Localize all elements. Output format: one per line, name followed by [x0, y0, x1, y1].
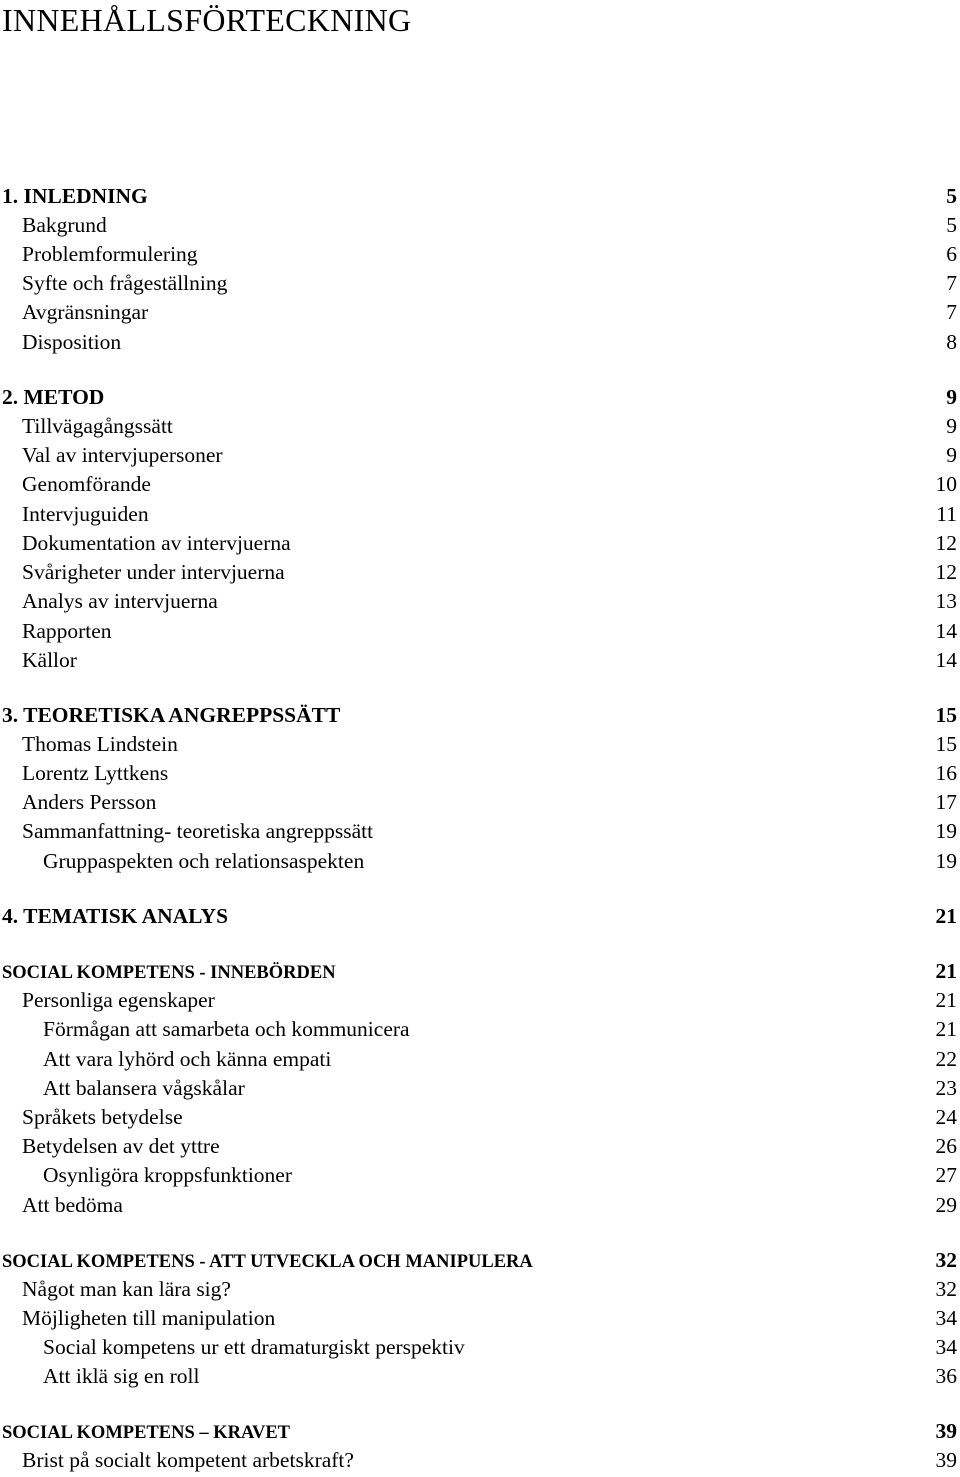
- toc-entry[interactable]: [22, 1103, 957, 1132]
- toc-section-kravet[interactable]: [2, 1417, 957, 1446]
- toc-entry[interactable]: [22, 298, 957, 327]
- toc-entry-label: Att balansera vågskålar: [43, 1076, 245, 1100]
- toc-page-number: 8: [946, 330, 957, 354]
- toc-entry-label: Betydelsen av det yttre: [22, 1134, 220, 1158]
- toc-page-number: 9: [946, 385, 957, 409]
- toc-section-inneborden[interactable]: [2, 957, 957, 986]
- toc-entry[interactable]: [22, 759, 957, 788]
- toc-entry[interactable]: [22, 558, 957, 587]
- toc-entry-label: Något man kan lära sig?: [22, 1277, 231, 1301]
- toc-page-number: 21: [935, 988, 957, 1012]
- toc-entry-label: Genomförande: [22, 472, 151, 496]
- toc-entry[interactable]: [22, 328, 957, 357]
- toc-entry-label: 2. METOD: [2, 385, 105, 409]
- toc-page-number: 19: [935, 849, 957, 873]
- toc-entry-label: Dokumentation av intervjuerna: [22, 531, 291, 555]
- toc-chapter-inledning[interactable]: [2, 182, 957, 211]
- toc-entry-label: Problemformulering: [22, 242, 198, 266]
- toc-page-number: 21: [935, 904, 957, 928]
- toc-page-number: 10: [935, 472, 957, 496]
- toc-entry-label: Gruppaspekten och relationsaspekten: [43, 849, 365, 873]
- toc-entry-label: Anders Persson: [22, 790, 157, 814]
- toc-entry-label: Källor: [22, 648, 77, 672]
- toc-entry-label: Osynligöra kroppsfunktioner: [43, 1163, 293, 1187]
- toc-entry[interactable]: [22, 500, 957, 529]
- toc-entry-label: 3. TEORETISKA ANGREPPSSÄTT: [2, 703, 341, 727]
- toc-page-number: 36: [935, 1364, 957, 1388]
- toc-entry[interactable]: [22, 617, 957, 646]
- toc-entry[interactable]: [22, 817, 957, 846]
- toc-entry[interactable]: [22, 646, 957, 675]
- toc-entry-label: Thomas Lindstein: [22, 732, 178, 756]
- toc-entry-label: SOCIAL KOMPETENS - INNEBÖRDEN: [2, 963, 336, 983]
- toc-entry[interactable]: [22, 240, 957, 269]
- toc-page-number: 12: [935, 531, 957, 555]
- toc-page-number: 24: [935, 1105, 957, 1129]
- toc-subentry[interactable]: [43, 1074, 957, 1103]
- toc-entry[interactable]: [22, 1132, 957, 1161]
- toc-entry[interactable]: [22, 986, 957, 1015]
- toc-page-number: 32: [935, 1277, 957, 1301]
- toc-page-number: 13: [935, 589, 957, 613]
- toc-entry-label: Tillvägagångssätt: [22, 414, 173, 438]
- page-title: INNEHÅLLSFÖRTECKNING: [2, 2, 412, 38]
- toc-page-number: 39: [935, 1448, 957, 1472]
- toc-entry-label: Lorentz Lyttkens: [22, 761, 169, 785]
- toc-entry-label: Brist på socialt kompetent arbetskraft?: [22, 1448, 354, 1472]
- toc-entry[interactable]: [22, 730, 957, 759]
- toc-page-number: 15: [935, 732, 957, 756]
- toc-entry-label: Svårigheter under intervjuerna: [22, 560, 285, 584]
- toc-entry[interactable]: [22, 1446, 957, 1475]
- toc-page-number: 17: [935, 790, 957, 814]
- toc-page-number: 21: [935, 1017, 957, 1041]
- toc-page-number: 6: [946, 242, 957, 266]
- toc-page-number: 22: [935, 1047, 957, 1071]
- toc-page-number: 26: [935, 1134, 957, 1158]
- toc-subentry[interactable]: [43, 1045, 957, 1074]
- toc-entry-label: 4. TEMATISK ANALYS: [2, 904, 229, 928]
- toc-page-number: 12: [935, 560, 957, 584]
- toc-entry[interactable]: [22, 1275, 957, 1304]
- toc-page-number: 7: [946, 271, 957, 295]
- toc-page-number: 14: [935, 619, 957, 643]
- toc-entry[interactable]: [22, 269, 957, 298]
- toc-entry-label: Möjligheten till manipulation: [22, 1306, 276, 1330]
- toc-page-number: 14: [935, 648, 957, 672]
- toc-entry-label: Att bedöma: [22, 1193, 123, 1217]
- toc-subentry[interactable]: [43, 1015, 957, 1044]
- toc-page-number: 15: [935, 703, 957, 727]
- toc-entry-label: Syfte och frågeställning: [22, 271, 228, 295]
- toc-page-number: 9: [946, 414, 957, 438]
- toc-page-number: 9: [946, 443, 957, 467]
- toc-entry[interactable]: [22, 587, 957, 616]
- toc-entry[interactable]: [22, 470, 957, 499]
- toc-entry-label: Bakgrund: [22, 213, 107, 237]
- toc-entry-label: SOCIAL KOMPETENS - ATT UTVECKLA OCH MANIPULERA: [2, 1252, 533, 1272]
- toc-page-number: 11: [936, 502, 957, 526]
- toc-entry[interactable]: [22, 412, 957, 441]
- toc-entry-label: Analys av intervjuerna: [22, 589, 218, 613]
- toc-entry-label: Disposition: [22, 330, 122, 354]
- toc-entry-label: Språkets betydelse: [22, 1105, 183, 1129]
- toc-page-number: 34: [935, 1335, 957, 1359]
- toc-entry[interactable]: [22, 529, 957, 558]
- toc-page-number: 23: [935, 1076, 957, 1100]
- toc-entry-label: Personliga egenskaper: [22, 988, 215, 1012]
- toc-entry-label: Sammanfattning- teoretiska angreppssätt: [22, 819, 374, 843]
- toc-page-number: 39: [935, 1419, 957, 1443]
- toc-chapter-metod[interactable]: [2, 383, 957, 412]
- toc-entry-label: Att vara lyhörd och känna empati: [43, 1047, 332, 1071]
- toc-page-number: 32: [935, 1248, 957, 1272]
- toc-page-number: 16: [935, 761, 957, 785]
- toc-chapter-teoretiska-angreppssatt[interactable]: [2, 701, 957, 730]
- toc-entry-label: Intervjuguiden: [22, 502, 149, 526]
- toc-entry[interactable]: [22, 788, 957, 817]
- toc-entry-label: SOCIAL KOMPETENS – KRAVET: [2, 1423, 291, 1443]
- toc-entry[interactable]: [22, 1304, 957, 1333]
- toc-entry-label: Att iklä sig en roll: [43, 1364, 200, 1388]
- toc-entry-label: Förmågan att samarbeta och kommunicera: [43, 1017, 410, 1041]
- toc-section-utveckla-manipulera[interactable]: [2, 1246, 957, 1275]
- toc-page-number: 19: [935, 819, 957, 843]
- toc-chapter-tematisk-analys[interactable]: [2, 902, 957, 931]
- toc-entry-label: 1. INLEDNING: [2, 184, 148, 208]
- toc-page-number: 7: [946, 300, 957, 324]
- toc-subentry[interactable]: [43, 1333, 957, 1362]
- toc-entry[interactable]: [22, 1191, 957, 1220]
- toc-subentry[interactable]: [43, 1362, 957, 1391]
- toc-page-number: 29: [935, 1193, 957, 1217]
- toc-entry[interactable]: [22, 441, 957, 470]
- toc-page-number: 5: [946, 213, 957, 237]
- toc-entry-label: Val av intervjupersoner: [22, 443, 223, 467]
- toc-page-number: 21: [935, 959, 957, 983]
- toc-entry-label: Rapporten: [22, 619, 112, 643]
- toc-entry-label: Avgränsningar: [22, 300, 149, 324]
- toc-subentry[interactable]: [43, 1161, 957, 1190]
- toc-page-number: 34: [935, 1306, 957, 1330]
- toc-entry[interactable]: [22, 211, 957, 240]
- toc-subentry[interactable]: [43, 847, 957, 876]
- toc-entry-label: Social kompetens ur ett dramaturgiskt perspektiv: [43, 1335, 465, 1359]
- toc-page-number: 27: [935, 1163, 957, 1187]
- toc-page-number: 5: [946, 184, 957, 208]
